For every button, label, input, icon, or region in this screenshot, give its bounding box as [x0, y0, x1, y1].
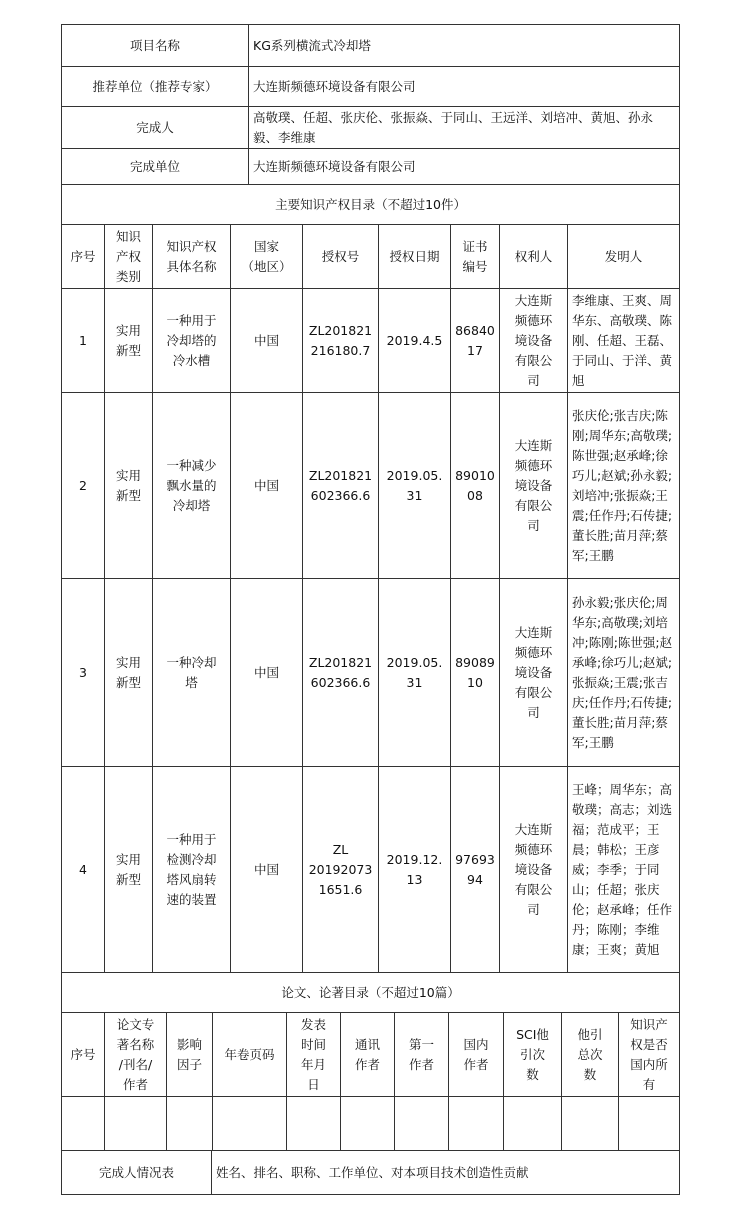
paper-header-date: 发表 时间 年月 日 — [287, 1013, 341, 1097]
ip-patent: ZL201821 602366.6 — [303, 579, 379, 767]
ip-patent: ZL201821 602366.6 — [303, 393, 379, 579]
recommender-value: 大连斯频德环境设备有限公司 — [249, 67, 680, 107]
papers-table — [61, 972, 680, 1151]
paper-header-domestic: 国内 作者 — [449, 1013, 504, 1097]
paper-header-sci: SCI他 引次 数 — [504, 1013, 562, 1097]
ip-date: 2019.05. 31 — [379, 579, 451, 767]
ip-no: 3 — [62, 579, 105, 767]
ip-header-date: 授权日期 — [379, 225, 451, 289]
ip-inventors: 李维康、王爽、周华东、高敬璞、陈刚、任超、王磊、于同山、于洋、黄旭 — [568, 289, 680, 393]
ip-cert: 89089 10 — [451, 579, 500, 767]
unit-value: 大连斯频德环境设备有限公司 — [249, 149, 680, 185]
paper-header-ip-domestic: 知识产 权是否 国内所 有 — [619, 1013, 680, 1097]
paper-header-volume: 年卷页码 — [213, 1013, 287, 1097]
ip-owner: 大连斯 频德环 境设备 有限公 司 — [500, 767, 568, 973]
table-row — [62, 579, 680, 767]
ip-name: 一种冷却 塔 — [153, 579, 231, 767]
ip-patent: ZL 20192073 1651.6 — [303, 767, 379, 973]
project-name-value: KG系列横流式冷却塔 — [249, 25, 680, 67]
ip-name: 一种用于 检测冷却 塔风扇转 速的装置 — [153, 767, 231, 973]
info-table — [61, 24, 680, 185]
ip-table — [61, 184, 680, 973]
ip-country: 中国 — [231, 767, 303, 973]
ip-owner: 大连斯 频德环 境设备 有限公 司 — [500, 393, 568, 579]
ip-cert: 97693 94 — [451, 767, 500, 973]
ip-date: 2019.12. 13 — [379, 767, 451, 973]
completer-info-table — [61, 1150, 680, 1195]
ip-type: 实用 新型 — [105, 289, 153, 393]
ip-header-owner: 权利人 — [500, 225, 568, 289]
ip-country: 中国 — [231, 393, 303, 579]
recommender-label: 推荐单位（推荐专家） — [62, 67, 249, 107]
ip-header-inventors: 发明人 — [568, 225, 680, 289]
ip-header-country: 国家 （地区） — [231, 225, 303, 289]
ip-name: 一种用于 冷却塔的 冷水槽 — [153, 289, 231, 393]
ip-header-name: 知识产权 具体名称 — [153, 225, 231, 289]
completer-info-text: 姓名、排名、职称、工作单位、对本项目技术创造性贡献 — [212, 1151, 680, 1195]
ip-header-patent: 授权号 — [303, 225, 379, 289]
ip-cert: 89010 08 — [451, 393, 500, 579]
ip-owner: 大连斯 频德环 境设备 有限公 司 — [500, 289, 568, 393]
paper-header-title: 论文专 著名称 /刊名/ 作者 — [105, 1013, 167, 1097]
ip-inventors: 张庆伦;张吉庆;陈刚;周华东;高敬璞;陈世强;赵承峰;徐巧儿;赵斌;孙永毅;刘培冲;张振焱;王震;任作丹;石传捷;董长胜;苗月萍;蔡军;王鹏 — [568, 393, 680, 579]
paper-header-citations: 他引 总次 数 — [562, 1013, 619, 1097]
ip-patent: ZL201821 216180.7 — [303, 289, 379, 393]
table-row — [62, 289, 680, 393]
ip-owner: 大连斯 频德环 境设备 有限公 司 — [500, 579, 568, 767]
ip-country: 中国 — [231, 289, 303, 393]
ip-inventors: 王峰；周华东；高敬璞；高志；刘选福；范成平；王晨；韩松；王彦威；李季；于同山；任超；张庆伦；赵承峰；任作丹；陈刚；李维康；王爽；黄旭 — [568, 767, 680, 973]
paper-header-no: 序号 — [62, 1013, 105, 1097]
ip-no: 4 — [62, 767, 105, 973]
ip-type: 实用 新型 — [105, 767, 153, 973]
ip-no: 2 — [62, 393, 105, 579]
ip-country: 中国 — [231, 579, 303, 767]
papers-section-title: 论文、论著目录（不超过10篇） — [62, 973, 680, 1013]
ip-section-title: 主要知识产权目录（不超过10件） — [62, 185, 680, 225]
ip-inventors: 孙永毅;张庆伦;周华东;高敬璞;刘培冲;陈刚;陈世强;赵承峰;徐巧儿;赵斌;张振焱;王震;张吉庆;任作丹;石传捷;董长胜;苗月萍;蔡军;王鹏 — [568, 579, 680, 767]
paper-header-first-author: 第一 作者 — [395, 1013, 449, 1097]
ip-type: 实用 新型 — [105, 579, 153, 767]
ip-header-no: 序号 — [62, 225, 105, 289]
ip-header-type: 知识 产权 类别 — [105, 225, 153, 289]
table-row — [62, 393, 680, 579]
table-row — [62, 767, 680, 973]
unit-label: 完成单位 — [62, 149, 249, 185]
ip-type: 实用 新型 — [105, 393, 153, 579]
ip-name: 一种减少 飘水量的 冷却塔 — [153, 393, 231, 579]
table-row — [62, 1097, 680, 1151]
ip-header-cert: 证书 编号 — [451, 225, 500, 289]
completers-value: 高敬璞、任超、张庆伦、张振焱、于同山、王远洋、刘培冲、黄旭、孙永毅、李维康 — [249, 107, 680, 149]
ip-date: 2019.4.5 — [379, 289, 451, 393]
ip-no: 1 — [62, 289, 105, 393]
paper-header-impact: 影响 因子 — [167, 1013, 213, 1097]
completers-label: 完成人 — [62, 107, 249, 149]
paper-header-corresponding: 通讯 作者 — [341, 1013, 395, 1097]
ip-cert: 86840 17 — [451, 289, 500, 393]
ip-date: 2019.05. 31 — [379, 393, 451, 579]
project-name-label: 项目名称 — [62, 25, 249, 67]
completer-info-label: 完成人情况表 — [62, 1151, 212, 1195]
